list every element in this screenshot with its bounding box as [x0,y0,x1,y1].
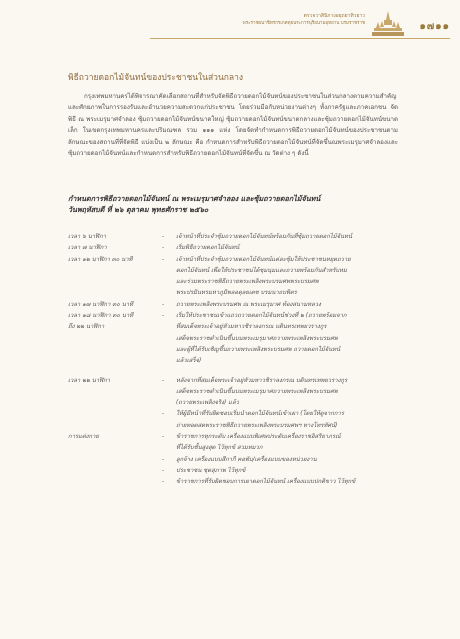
schedule-time [68,455,162,466]
schedule-dash [162,266,176,277]
schedule-text: ที่สมเด็จพระเจ้าอยู่หัวมหาวชิราลงกรณ บดินทรเทพยวรางกูร [176,324,327,331]
schedule-row [68,409,408,420]
schedule-text: เสด็จพระราชดำเนินขึ้นบนพระเมรุมาศถวายพระเพลิงพระบรมศพ [176,388,338,395]
schedule-row [68,443,408,454]
schedule-row [68,322,408,333]
schedule-text: ถ่ายทอดสดพระราชพิธีถวายพระเพลิงพระบรมศพฯ ทางโทรทัศน์) [176,422,338,429]
schedule-time: เวลา ๑๒ นาฬิกา ๓๐ นาที [68,256,133,263]
schedule-time [68,288,162,299]
schedule-dash: - [162,434,165,441]
schedule-dash [162,277,176,288]
schedule-row [68,432,408,443]
schedule-time [68,398,162,409]
schedule-dash: - [162,301,165,308]
schedule-dash [162,387,176,398]
section-title: พิธีถวายดอกไม้จันทน์ของประชาชนในส่วนกลาง [68,73,244,83]
schedule-time [68,277,162,288]
schedule-time [68,477,162,488]
schedule-row [68,455,408,466]
schedule-row [68,387,408,398]
schedule-text: และร่วมพระราชพิธีถวายพระเพลิงพระบรมศพพระบรมศพ [176,279,319,286]
schedule-time [68,443,162,454]
schedule-title-line-2: วันพฤหัสบดี ที่ ๒๖ ตุลาคม พุทธศักราช ๒๕๖๐ [68,205,209,214]
schedule-time [68,266,162,277]
schedule-text: ที่ได้รับชั้นสูงสุด ไว้ทุกข์ สวมหมวก [176,445,263,452]
schedule-dash: - [162,467,165,474]
schedule-dash: - [162,234,165,240]
schedule-time [68,387,162,398]
schedule-row [68,376,408,387]
schedule-text: แล้วเสร็จ) [176,358,202,365]
schedule-dash: - [162,256,165,263]
schedule-row [68,255,408,266]
schedule-list [68,232,408,489]
header-line-2: พระราชผนาชิทรกรเกตทุยนระการนุริยนามอุทยาน บรมราชราช [242,21,365,26]
schedule-text: และผู้ที่ได้รับเชิญขึ้นถวายพระเพลิงพระบรมศพ ถวายดอกไม้จันทน์ [176,346,341,353]
schedule-time: เวลา ๒๒ นาฬิกา [68,377,110,384]
schedule-row [68,345,408,356]
schedule-row [68,311,408,322]
schedule-dash [162,345,176,356]
schedule-row [68,334,408,345]
header-divider [150,38,450,39]
schedule-text: เริ่มพิธีถวายดอกไม้จันทน์ [176,245,240,252]
schedule-time [68,356,162,367]
schedule-dash: - [162,411,165,418]
schedule-row [68,243,408,254]
schedule-time: เวลา ๗ นาฬิกา [68,245,107,252]
schedule-dash: - [162,245,165,252]
schedule-text: เจ้าหน้าที่ประจำซุ้มถวายดอกไม้จันทน์พร้อมกันที่ซุ้มถวายดอกไม้จันทน์ [176,234,352,240]
schedule-text: เริ่มให้ประชาชนเข้าแถวถวายดอกไม้จันทน์ช่วงที่ ๒ (ถวายพร้อมจาก [176,313,347,320]
schedule-time [68,409,162,420]
schedule-row [68,421,408,432]
schedule-time: ถึง ๒๒ นาฬิกา [68,324,105,331]
schedule-row [68,266,408,277]
schedule-dash: - [162,313,165,320]
royal-crematorium-emblem-icon [372,10,404,38]
schedule-dash: - [162,479,165,486]
schedule-time: การแต่งกาย [68,434,99,441]
schedule-text: ให้ผู้มีหน้าที่รับผิดชอบเริ่มนำดอกไม้จันทน์เข้าเผา (โดยให้ดูจากการ [176,411,344,418]
schedule-text: ข้าราชการทุกระดับ เครื่องแบบพิเศษประดับเครื่องราชอิสริยาภรณ์ [176,434,341,441]
schedule-text: ประชาชน ชุดสุภาพ ไว้ทุกข์ [176,467,246,474]
schedule-title-line-1: กำหนดการพิธีถวายดอกไม้จันทน์ ณ พระเมรุมาศจำลอง และซุ้มถวายดอกไม้จันทน์ [68,194,321,203]
schedule-time: เวลา ๖ นาฬิกา [68,234,106,240]
schedule-dash [162,334,176,345]
schedule-row [68,232,408,243]
intro-paragraph: กรุงเทพมหานครได้พิจารณาคัดเลือกสถานที่สำหรับจัดพิธีถวายดอกไม้จันทน์ของประชาชนในส่วนกลางตามความสำคัญและศักยภาพในการรองรับและอำนวยความสะดวกแก่ประชาชน โดยร่วมมือกับหน่วยงานต่างๆ ทั้งภาครัฐและภาคเอกชน จัดพิธี ณ พระเมรุมาศจำลอง ซุ้มถวายดอกไม้จันทน์ขนาดใหญ่ ซุ้มถวายดอกไม้จันทน์ขนาดกลางและซุ้มถวายดอกไม้จันทน์ขนาดเล็ก ในเขตกรุงเทพมหานครและปริมณฑล รวม ๑๑๑ แห่ง โดยจัดทำกำหนดการพิธีถวายดอกไม้จันทน์ของประชาชนตามลักษณะของสถานที่ที่จัดพิธี แบ่งเป็น ๒ ลักษณะ คือ กำหนดการสำหรับพิธีถวายดอกไม้จันทน์ที่จัดขึ้นณพระเมรุมาศจำลองและซุ้มถวายดอกไม้จันทน์และกำหนดการสำหรับพิธีถวายดอกไม้จันทน์ที่จัดขึ้น ณ วัดต่าง ๆ ดังนี้ [68,93,398,158]
schedule-row [68,300,408,311]
schedule-row [68,356,408,367]
schedule-dash [162,322,176,333]
header-text [243,12,365,28]
schedule-text: หลังจากที่สมเด็จพระเจ้าอยู่หัวมหาวชิราลงกรณ บดินทรเทพยวรางกูร [176,377,348,384]
schedule-row [68,477,408,488]
schedule-text: พระปรมินทรมหาภูมิพลอดุลยเดช บรมนาถบพิตร [176,290,297,297]
schedule-dash [162,443,176,454]
schedule-time: เวลา ๑๘ นาฬิกา ๓๐ นาที [68,313,134,320]
schedule-gap [68,368,408,376]
schedule-text: ลูกจ้าง เครื่องแบบสีกากี คอพับ/เครื่องแบบของหน่วยงาน [176,456,317,463]
schedule-row [68,466,408,477]
schedule-dash [162,288,176,299]
schedule-row [68,398,408,409]
schedule-time [68,334,162,345]
schedule-dash [162,398,176,409]
page-header [150,10,450,40]
header-line-1: ตรวจวาสินิกางอยุถยาทิวยาว [303,13,365,19]
page-number: ๑๗๑๑ [419,21,450,32]
schedule-time [68,421,162,432]
schedule-row [68,288,408,299]
schedule-row [68,277,408,288]
schedule-text: (ถวายพระเพลิงจริง) แล้ว [176,400,239,407]
schedule-text: ถวายพระเพลิงพระบรมศพ ณ พระเมรุมาศ ท้องสนามหลวง [176,301,321,308]
schedule-time [68,345,162,356]
schedule-dash: - [162,377,165,384]
schedule-title [68,193,398,215]
schedule-text: เจ้าหน้าที่ประจำซุ้มถวายดอกไม้จันทน์แต่ละซุ้มให้ประชาชนหยุดถวาย [176,256,351,263]
schedule-time: เวลา ๑๗ นาฬิกา ๓๐ นาที [68,301,133,308]
schedule-dash: - [162,456,165,463]
schedule-time [68,466,162,477]
schedule-text: ดอกไม้จันทน์ เพื่อให้ประชาชนได้ชุมนุมและถวายพร้อมกันสำหรับหม [176,267,347,274]
schedule-dash [162,356,176,367]
schedule-text: ข้าราชการที่รับผิดชอบการเผาดอกไม้จันทน์ เครื่องแบบปกติขาว ไว้ทุกข์ [176,479,356,486]
schedule-text: เสด็จพระราชดำเนินขึ้นบนพระเมรุมาศถวายพระเพลิงพระบรมศพ [176,335,338,342]
schedule-dash [162,421,176,432]
